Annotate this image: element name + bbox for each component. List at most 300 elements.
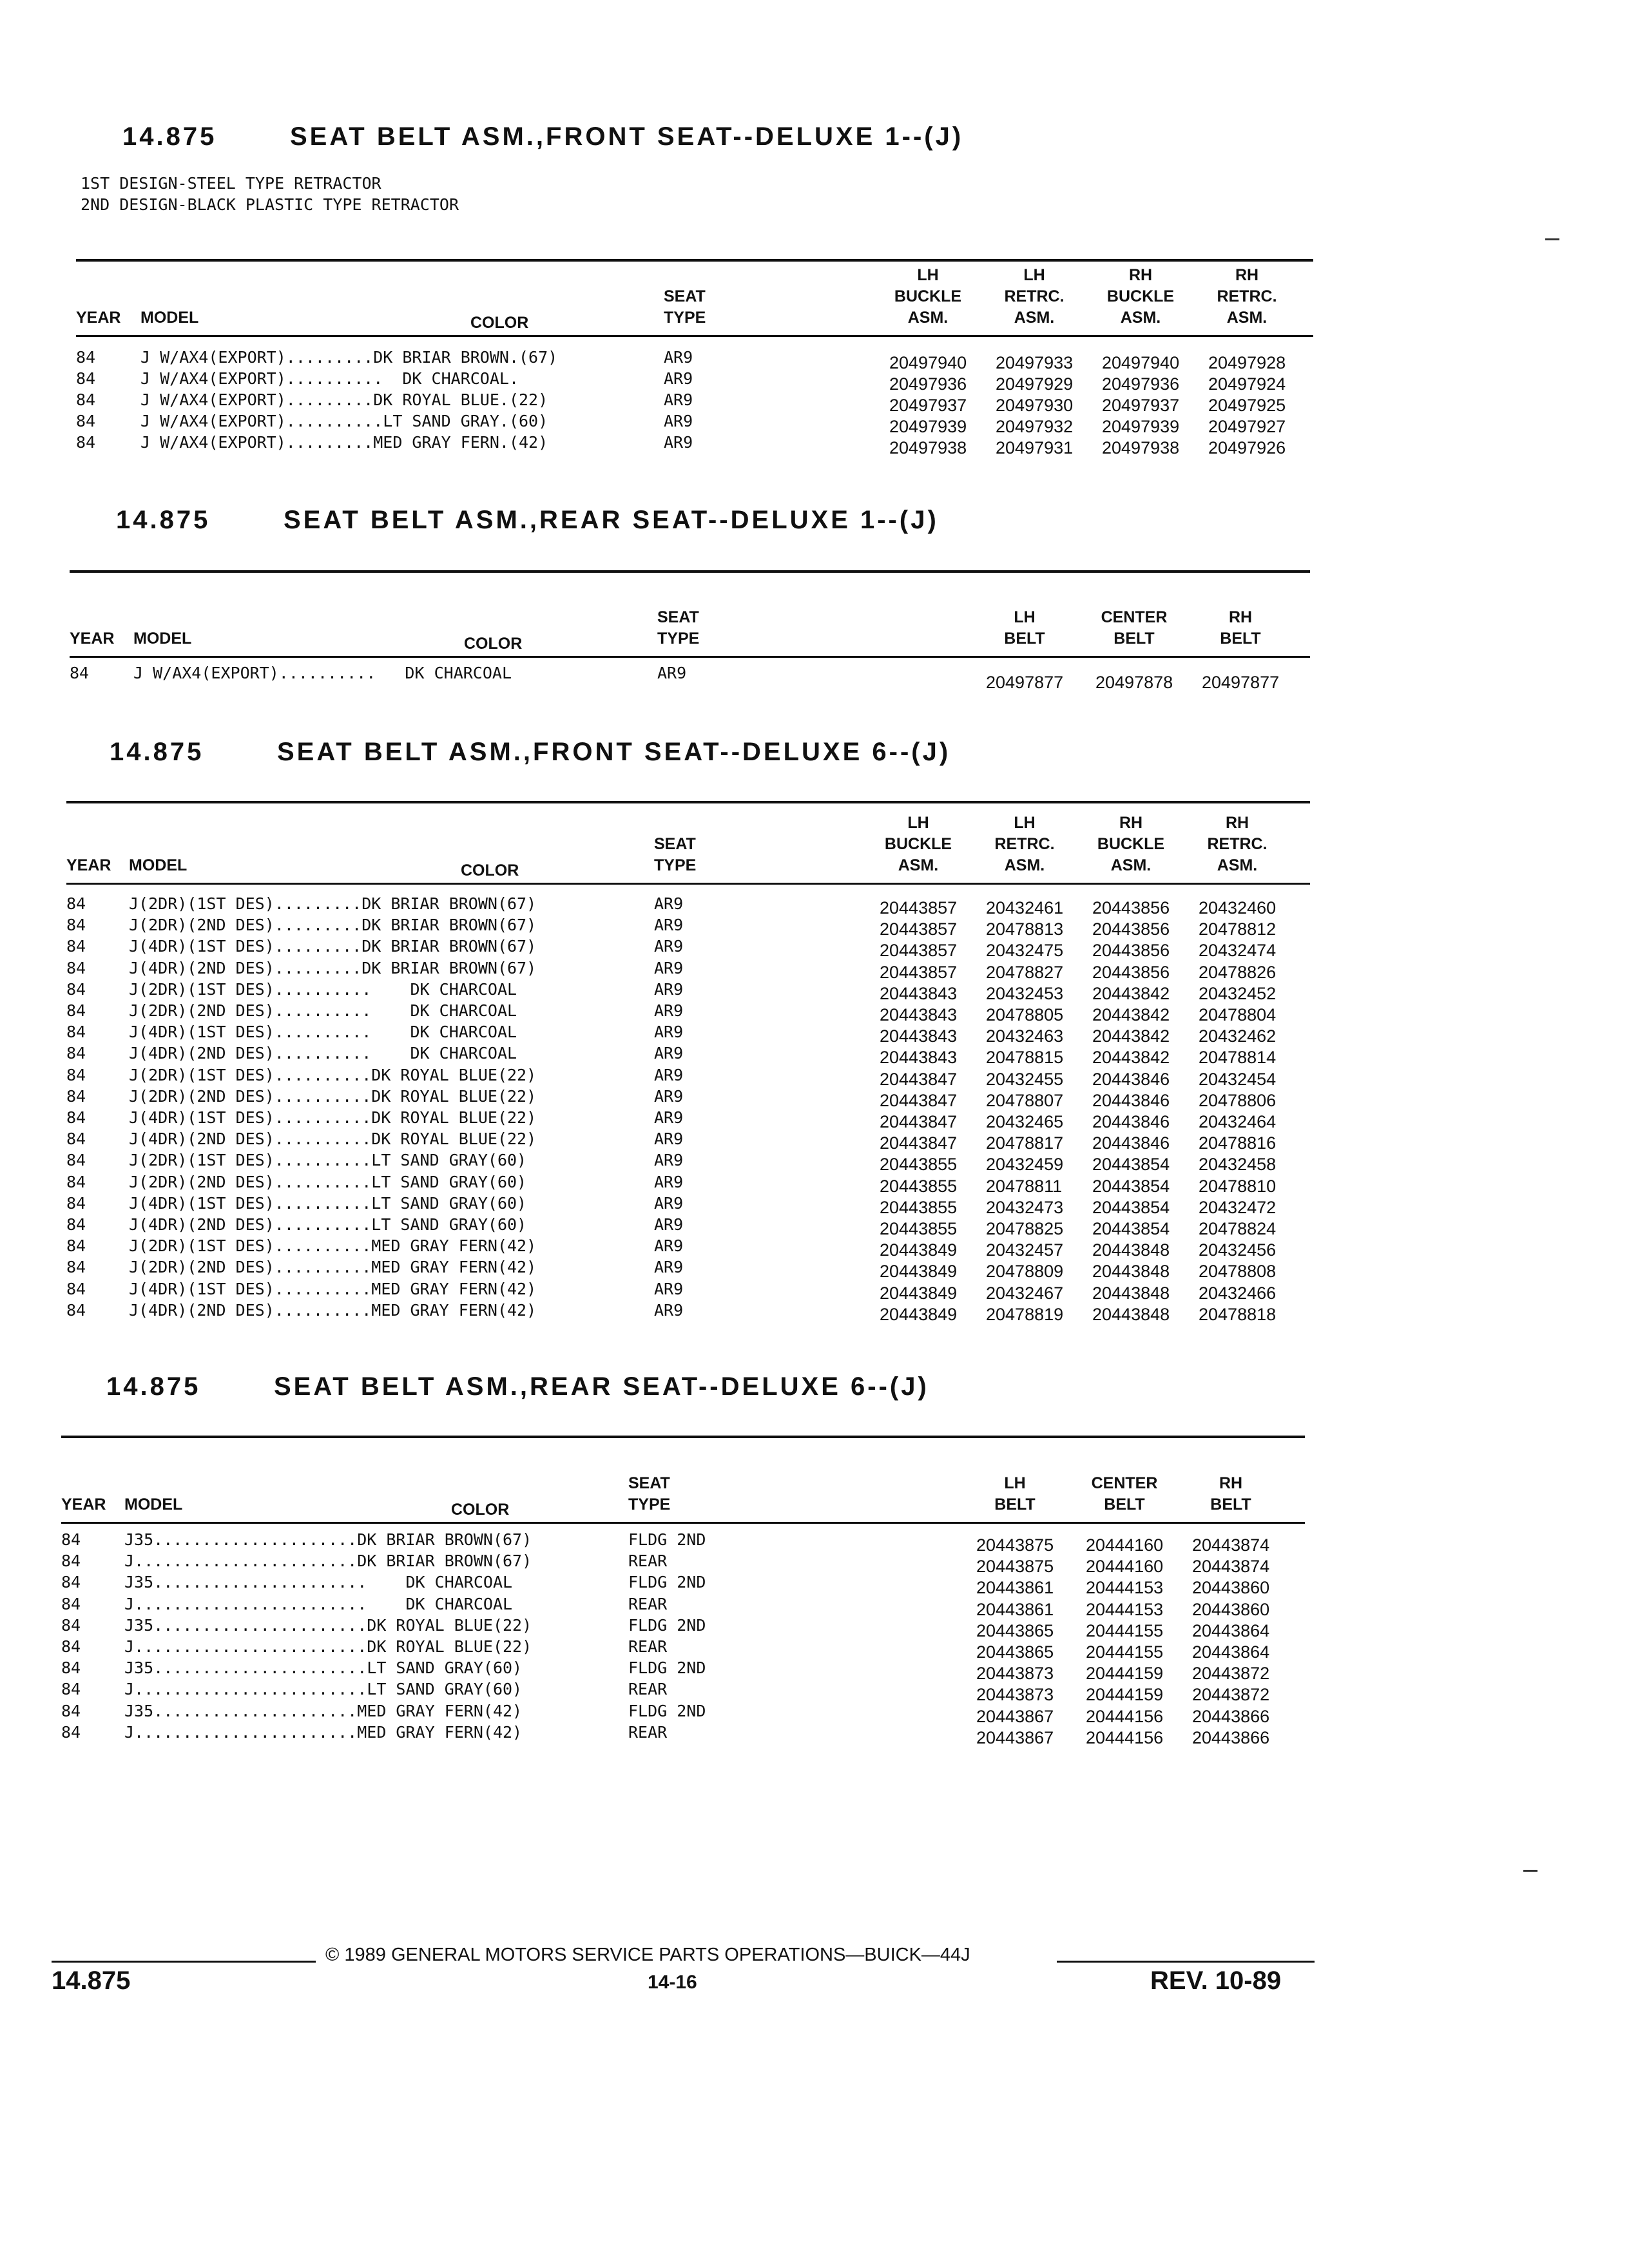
row-model-color: J........................ DK CHARCOAL xyxy=(124,1595,513,1613)
table-row xyxy=(0,348,1629,372)
row-part-number: 20497924 xyxy=(1208,374,1286,394)
header-part-column: LH BUCKLE ASM. xyxy=(884,814,952,874)
row-year: 84 xyxy=(61,1595,81,1613)
row-part-number: 20444155 xyxy=(1086,1642,1164,1662)
row-seat-type: AR9 xyxy=(664,412,693,430)
row-part-number: 20478813 xyxy=(986,919,1064,939)
row-year: 84 xyxy=(66,980,86,999)
row-part-number: 20478812 xyxy=(1199,919,1277,939)
header-color: COLOR xyxy=(464,635,523,653)
section-title-text: SEAT BELT ASM.,FRONT SEAT--DELUXE 1--(J) xyxy=(290,122,964,151)
row-part-number: 20497878 xyxy=(1095,673,1173,692)
table-row xyxy=(0,1573,1629,1597)
row-part-number: 20497938 xyxy=(1102,438,1180,457)
table-row xyxy=(0,1087,1629,1108)
table-top-rule xyxy=(76,259,1313,262)
section-title-text: SEAT BELT ASM.,REAR SEAT--DELUXE 6--(J) xyxy=(274,1372,929,1401)
row-part-number: 20443846 xyxy=(1092,1112,1170,1131)
header-seat-type: SEAT TYPE xyxy=(628,1474,671,1514)
margin-mark xyxy=(1545,238,1559,240)
header-part-column: RH BUCKLE ASM. xyxy=(1106,266,1175,327)
row-part-number: 20443857 xyxy=(880,941,958,960)
row-part-number: 20443855 xyxy=(880,1198,958,1217)
row-seat-type: AR9 xyxy=(664,390,693,409)
table-top-rule xyxy=(61,1436,1305,1438)
row-part-number: 20432475 xyxy=(986,941,1064,960)
row-part-number: 20432462 xyxy=(1199,1026,1277,1046)
row-model-color: J(2DR)(2ND DES)..........MED GRAY FERN(42) xyxy=(129,1258,537,1276)
footer-copyright: © 1989 GENERAL MOTORS SERVICE PARTS OPERATIONS—BUICK—44J xyxy=(325,1945,970,1965)
row-part-number: 20443856 xyxy=(1092,898,1170,918)
row-part-number: 20497926 xyxy=(1208,438,1286,457)
header-part-column: CENTER BELT xyxy=(1101,608,1168,648)
row-part-number: 20478817 xyxy=(986,1133,1064,1153)
row-seat-type: AR9 xyxy=(654,1173,684,1191)
header-color: COLOR xyxy=(470,314,529,332)
row-part-number: 20443865 xyxy=(976,1621,1054,1640)
table-row xyxy=(0,390,1629,415)
row-seat-type: AR9 xyxy=(654,1236,684,1255)
row-model-color: J(4DR)(1ST DES)..........LT SAND GRAY(60) xyxy=(129,1194,527,1213)
row-part-number: 20432461 xyxy=(986,898,1064,918)
row-part-number: 20478810 xyxy=(1199,1177,1277,1196)
table-row xyxy=(0,1215,1629,1236)
row-part-number: 20443864 xyxy=(1192,1621,1270,1640)
row-part-number: 20497940 xyxy=(1102,353,1180,372)
row-part-number: 20443847 xyxy=(880,1091,958,1110)
row-model-color: J(2DR)(1ST DES)..........DK ROYAL BLUE(22) xyxy=(129,1066,537,1084)
row-part-number: 20432459 xyxy=(986,1155,1064,1174)
row-year: 84 xyxy=(61,1637,81,1656)
row-year: 84 xyxy=(66,1151,86,1169)
row-seat-type: AR9 xyxy=(654,1301,684,1320)
row-part-number: 20443843 xyxy=(880,1005,958,1024)
table-row xyxy=(0,1702,1629,1726)
row-seat-type: AR9 xyxy=(664,348,693,367)
row-part-number: 20497937 xyxy=(889,396,967,415)
row-part-number: 20443866 xyxy=(1192,1728,1270,1747)
table-row xyxy=(0,937,1629,958)
footer-revision: REV. 10-89 xyxy=(1150,1966,1282,1995)
row-seat-type: AR9 xyxy=(664,369,693,388)
header-part-column: RH RETRC. ASM. xyxy=(1217,266,1277,327)
row-model-color: J(2DR)(1ST DES).......... DK CHARCOAL xyxy=(129,980,517,999)
header-seat-type: SEAT TYPE xyxy=(664,287,706,327)
section-notes xyxy=(81,173,459,215)
row-year: 84 xyxy=(76,390,96,409)
row-part-number: 20432473 xyxy=(986,1198,1064,1217)
row-year: 84 xyxy=(70,664,90,682)
row-model-color: J35......................LT SAND GRAY(60) xyxy=(124,1658,523,1677)
footer-section-number: 14.875 xyxy=(52,1966,131,1995)
row-year: 84 xyxy=(61,1658,81,1677)
row-part-number: 20478825 xyxy=(986,1219,1064,1238)
section-number: 14.875 xyxy=(122,122,217,151)
table-row xyxy=(0,1258,1629,1279)
row-part-number: 20432474 xyxy=(1199,941,1277,960)
row-part-number: 20497929 xyxy=(996,374,1074,394)
row-part-number: 20443854 xyxy=(1092,1198,1170,1217)
row-part-number: 20443875 xyxy=(976,1557,1054,1576)
header-model: MODEL xyxy=(129,856,188,874)
row-part-number: 20478826 xyxy=(1199,963,1277,982)
row-model-color: J35.....................MED GRAY FERN(42) xyxy=(124,1702,523,1720)
row-year: 84 xyxy=(66,1215,86,1234)
row-part-number: 20444153 xyxy=(1086,1578,1164,1597)
row-year: 84 xyxy=(66,1258,86,1276)
row-part-number: 20443856 xyxy=(1092,941,1170,960)
table-row xyxy=(0,1301,1629,1322)
row-model-color: J35.....................DK BRIAR BROWN(67) xyxy=(124,1530,532,1549)
table-row xyxy=(0,1044,1629,1065)
header-seat-type: SEAT TYPE xyxy=(654,835,697,874)
row-seat-type: AR9 xyxy=(654,1001,684,1020)
row-seat-type: AR9 xyxy=(657,664,687,682)
row-model-color: J35......................DK ROYAL BLUE(22) xyxy=(124,1616,532,1635)
row-year: 84 xyxy=(66,1044,86,1062)
row-part-number: 20478819 xyxy=(986,1305,1064,1324)
header-color: COLOR xyxy=(461,861,519,879)
row-part-number: 20443848 xyxy=(1092,1283,1170,1303)
row-part-number: 20443846 xyxy=(1092,1133,1170,1153)
row-year: 84 xyxy=(61,1702,81,1720)
row-part-number: 20432452 xyxy=(1199,984,1277,1003)
row-part-number: 20497940 xyxy=(889,353,967,372)
row-part-number: 20443860 xyxy=(1192,1600,1270,1619)
row-part-number: 20443860 xyxy=(1192,1578,1270,1597)
row-part-number: 20478808 xyxy=(1199,1262,1277,1281)
row-part-number: 20478811 xyxy=(986,1177,1063,1196)
row-year: 84 xyxy=(76,433,96,452)
row-part-number: 20497933 xyxy=(996,353,1074,372)
header-part-column: CENTER BELT xyxy=(1091,1474,1158,1514)
row-part-number: 20443855 xyxy=(880,1177,958,1196)
row-part-number: 20444160 xyxy=(1086,1557,1164,1576)
row-year: 84 xyxy=(66,894,86,913)
row-part-number: 20443854 xyxy=(1092,1219,1170,1238)
row-model-color: J(2DR)(2ND DES).......... DK CHARCOAL xyxy=(129,1001,517,1020)
row-part-number: 20443873 xyxy=(976,1664,1054,1683)
row-part-number: 20443874 xyxy=(1192,1557,1270,1576)
row-seat-type: AR9 xyxy=(654,894,684,913)
row-seat-type: AR9 xyxy=(654,916,684,934)
header-model: MODEL xyxy=(140,309,199,327)
row-seat-type: FLDG 2ND xyxy=(628,1616,706,1635)
header-part-column: RH BUCKLE ASM. xyxy=(1097,814,1165,874)
row-model-color: J(2DR)(2ND DES).........DK BRIAR BROWN(67) xyxy=(129,916,537,934)
row-year: 84 xyxy=(61,1680,81,1698)
row-part-number: 20443856 xyxy=(1092,963,1170,982)
header-seat-type: SEAT TYPE xyxy=(657,608,700,648)
row-part-number: 20497877 xyxy=(1202,673,1280,692)
row-seat-type: AR9 xyxy=(654,1044,684,1062)
row-year: 84 xyxy=(66,916,86,934)
row-part-number: 20443873 xyxy=(976,1685,1054,1704)
row-part-number: 20443857 xyxy=(880,898,958,918)
row-year: 84 xyxy=(66,1001,86,1020)
row-part-number: 20443849 xyxy=(880,1240,958,1260)
footer-rule-left xyxy=(52,1961,316,1963)
header-year: YEAR xyxy=(66,856,111,874)
row-year: 84 xyxy=(66,1236,86,1255)
header-part-column: RH BELT xyxy=(1210,1474,1251,1514)
row-seat-type: FLDG 2ND xyxy=(628,1573,706,1591)
row-seat-type: AR9 xyxy=(654,1280,684,1298)
row-seat-type: AR9 xyxy=(654,980,684,999)
table-top-rule xyxy=(66,801,1310,803)
row-seat-type: AR9 xyxy=(654,1194,684,1213)
row-part-number: 20478815 xyxy=(986,1048,1064,1067)
row-model-color: J(2DR)(1ST DES)..........LT SAND GRAY(60) xyxy=(129,1151,527,1169)
table-row xyxy=(0,1616,1629,1640)
row-part-number: 20497930 xyxy=(996,396,1074,415)
row-part-number: 20443867 xyxy=(976,1728,1054,1747)
row-model-color: J(4DR)(2ND DES).......... DK CHARCOAL xyxy=(129,1044,517,1062)
table-row xyxy=(0,1680,1629,1704)
header-year: YEAR xyxy=(70,629,115,648)
row-part-number: 20443872 xyxy=(1192,1685,1270,1704)
table-row xyxy=(0,1023,1629,1044)
row-model-color: J........................LT SAND GRAY(60) xyxy=(124,1680,523,1698)
table-top-rule xyxy=(70,570,1310,573)
row-year: 84 xyxy=(66,1129,86,1148)
row-model-color: J(4DR)(1ST DES).........DK BRIAR BROWN(67) xyxy=(129,937,537,956)
row-seat-type: AR9 xyxy=(654,1151,684,1169)
row-part-number: 20443874 xyxy=(1192,1535,1270,1555)
row-part-number: 20444160 xyxy=(1086,1535,1164,1555)
row-part-number: 20443847 xyxy=(880,1112,958,1131)
row-year: 84 xyxy=(66,1194,86,1213)
row-part-number: 20444156 xyxy=(1086,1707,1164,1726)
row-part-number: 20444156 xyxy=(1086,1728,1164,1747)
row-model-color: J W/AX4(EXPORT).......... DK CHARCOAL. xyxy=(140,369,519,388)
footer-page-number: 14-16 xyxy=(648,1972,697,1993)
section-title-text: SEAT BELT ASM.,FRONT SEAT--DELUXE 6--(J) xyxy=(277,738,951,766)
row-part-number: 20443842 xyxy=(1092,1048,1170,1067)
row-year: 84 xyxy=(66,937,86,956)
table-header-rule xyxy=(66,883,1310,885)
row-part-number: 20478804 xyxy=(1199,1005,1277,1024)
row-part-number: 20478816 xyxy=(1199,1133,1277,1153)
row-seat-type: REAR xyxy=(628,1552,668,1570)
row-part-number: 20432460 xyxy=(1199,898,1277,918)
row-part-number: 20432463 xyxy=(986,1026,1064,1046)
header-part-column: LH RETRC. ASM. xyxy=(994,814,1055,874)
row-part-number: 20443857 xyxy=(880,919,958,939)
row-part-number: 20443843 xyxy=(880,1048,958,1067)
row-part-number: 20444155 xyxy=(1086,1621,1164,1640)
row-model-color: J W/AX4(EXPORT).........DK ROYAL BLUE.(22) xyxy=(140,390,548,409)
row-part-number: 20497939 xyxy=(1102,417,1180,436)
footer-rule-right xyxy=(1057,1961,1315,1963)
row-part-number: 20443865 xyxy=(976,1642,1054,1662)
row-part-number: 20497936 xyxy=(1102,374,1180,394)
table-row xyxy=(0,959,1629,980)
row-part-number: 20478818 xyxy=(1199,1305,1277,1324)
row-part-number: 20443866 xyxy=(1192,1707,1270,1726)
row-seat-type: REAR xyxy=(628,1637,668,1656)
row-part-number: 20432466 xyxy=(1199,1283,1277,1303)
section-title xyxy=(116,506,939,535)
row-part-number: 20497939 xyxy=(889,417,967,436)
row-part-number: 20443861 xyxy=(976,1578,1054,1597)
table-header-rule xyxy=(76,335,1313,337)
row-part-number: 20444159 xyxy=(1086,1685,1164,1704)
row-model-color: J(4DR)(1ST DES).......... DK CHARCOAL xyxy=(129,1023,517,1041)
row-part-number: 20497938 xyxy=(889,438,967,457)
row-model-color: J(2DR)(2ND DES)..........LT SAND GRAY(60) xyxy=(129,1173,527,1191)
row-part-number: 20443849 xyxy=(880,1283,958,1303)
header-part-column: LH BELT xyxy=(1004,608,1045,648)
table-row xyxy=(0,916,1629,937)
row-part-number: 20478806 xyxy=(1199,1091,1277,1110)
table-row xyxy=(0,1151,1629,1172)
section-number: 14.875 xyxy=(110,738,204,766)
row-model-color: J........................DK ROYAL BLUE(22) xyxy=(124,1637,532,1656)
row-part-number: 20432467 xyxy=(986,1283,1064,1303)
row-part-number: 20497931 xyxy=(996,438,1074,457)
table-row xyxy=(0,1530,1629,1555)
row-part-number: 20443843 xyxy=(880,984,958,1003)
table-row xyxy=(0,1595,1629,1619)
note-line: 1ST DESIGN-STEEL TYPE RETRACTOR xyxy=(81,174,381,193)
row-seat-type: AR9 xyxy=(654,937,684,956)
row-model-color: J W/AX4(EXPORT)..........LT SAND GRAY.(60) xyxy=(140,412,548,430)
row-year: 84 xyxy=(66,1301,86,1320)
row-year: 84 xyxy=(76,412,96,430)
row-part-number: 20443848 xyxy=(1092,1240,1170,1260)
row-part-number: 20443842 xyxy=(1092,1026,1170,1046)
table-row xyxy=(0,1129,1629,1151)
table-row xyxy=(0,433,1629,457)
row-seat-type: REAR xyxy=(628,1680,668,1698)
table-row xyxy=(0,664,1629,692)
row-part-number: 20478814 xyxy=(1199,1048,1277,1067)
note-line: 2ND DESIGN-BLACK PLASTIC TYPE RETRACTOR xyxy=(81,195,459,214)
row-model-color: J W/AX4(EXPORT).......... DK CHARCOAL xyxy=(133,664,512,682)
row-part-number: 20432472 xyxy=(1199,1198,1277,1217)
header-model: MODEL xyxy=(124,1495,183,1514)
table-row xyxy=(0,1552,1629,1576)
row-seat-type: REAR xyxy=(628,1723,668,1742)
row-part-number: 20443843 xyxy=(880,1026,958,1046)
row-part-number: 20444153 xyxy=(1086,1600,1164,1619)
section-title xyxy=(110,738,950,767)
section-title xyxy=(106,1372,929,1401)
table-row xyxy=(0,1637,1629,1662)
row-model-color: J.......................DK BRIAR BROWN(67) xyxy=(124,1552,532,1570)
table-row xyxy=(0,1066,1629,1087)
row-part-number: 20497932 xyxy=(996,417,1074,436)
row-year: 84 xyxy=(61,1573,81,1591)
table-header-rule xyxy=(61,1522,1305,1524)
row-part-number: 20443864 xyxy=(1192,1642,1270,1662)
row-year: 84 xyxy=(61,1552,81,1570)
header-year: YEAR xyxy=(61,1495,106,1514)
row-part-number: 20443847 xyxy=(880,1070,958,1089)
row-year: 84 xyxy=(66,1280,86,1298)
row-part-number: 20443848 xyxy=(1092,1305,1170,1324)
header-model: MODEL xyxy=(133,629,192,648)
table-row xyxy=(0,1280,1629,1301)
header-part-column: LH BELT xyxy=(994,1474,1036,1514)
row-model-color: J(2DR)(1ST DES)..........MED GRAY FERN(42) xyxy=(129,1236,537,1255)
row-part-number: 20443875 xyxy=(976,1535,1054,1555)
header-part-column: LH BUCKLE ASM. xyxy=(894,266,962,327)
table-row xyxy=(0,412,1629,436)
row-model-color: J(4DR)(2ND DES)..........DK ROYAL BLUE(22) xyxy=(129,1129,537,1148)
table-row xyxy=(0,980,1629,1001)
row-seat-type: AR9 xyxy=(664,433,693,452)
row-part-number: 20444159 xyxy=(1086,1664,1164,1683)
row-part-number: 20443854 xyxy=(1092,1177,1170,1196)
row-model-color: J35...................... DK CHARCOAL xyxy=(124,1573,513,1591)
row-seat-type: AR9 xyxy=(654,1023,684,1041)
row-model-color: J(2DR)(2ND DES)..........DK ROYAL BLUE(22) xyxy=(129,1087,537,1106)
row-seat-type: AR9 xyxy=(654,1066,684,1084)
table-row xyxy=(0,1173,1629,1194)
row-part-number: 20443846 xyxy=(1092,1070,1170,1089)
row-seat-type: FLDG 2ND xyxy=(628,1530,706,1549)
row-year: 84 xyxy=(66,1066,86,1084)
row-part-number: 20443867 xyxy=(976,1707,1054,1726)
row-seat-type: AR9 xyxy=(654,959,684,977)
row-part-number: 20432458 xyxy=(1199,1155,1277,1174)
section-number: 14.875 xyxy=(116,506,211,534)
section-title-text: SEAT BELT ASM.,REAR SEAT--DELUXE 1--(J) xyxy=(284,506,939,534)
table-row xyxy=(0,894,1629,916)
row-model-color: J W/AX4(EXPORT).........DK BRIAR BROWN.(67) xyxy=(140,348,558,367)
row-model-color: J(4DR)(2ND DES).........DK BRIAR BROWN(67) xyxy=(129,959,537,977)
row-part-number: 20497928 xyxy=(1208,353,1286,372)
row-seat-type: AR9 xyxy=(654,1108,684,1127)
row-year: 84 xyxy=(61,1723,81,1742)
row-part-number: 20478809 xyxy=(986,1262,1064,1281)
row-part-number: 20497937 xyxy=(1102,396,1180,415)
row-year: 84 xyxy=(61,1530,81,1549)
row-year: 84 xyxy=(66,1087,86,1106)
row-part-number: 20443856 xyxy=(1092,919,1170,939)
row-seat-type: AR9 xyxy=(654,1258,684,1276)
row-year: 84 xyxy=(76,369,96,388)
header-year: YEAR xyxy=(76,309,121,327)
row-part-number: 20443847 xyxy=(880,1133,958,1153)
header-part-column: LH RETRC. ASM. xyxy=(1004,266,1065,327)
row-model-color: J(4DR)(2ND DES)..........LT SAND GRAY(60) xyxy=(129,1215,527,1234)
row-model-color: J W/AX4(EXPORT).........MED GRAY FERN.(42) xyxy=(140,433,548,452)
margin-mark xyxy=(1523,1870,1537,1872)
row-year: 84 xyxy=(66,1108,86,1127)
row-part-number: 20432453 xyxy=(986,984,1064,1003)
row-part-number: 20443854 xyxy=(1092,1155,1170,1174)
row-part-number: 20443849 xyxy=(880,1262,958,1281)
row-part-number: 20443849 xyxy=(880,1305,958,1324)
row-year: 84 xyxy=(66,959,86,977)
table-row xyxy=(0,369,1629,394)
row-part-number: 20497877 xyxy=(986,673,1064,692)
row-seat-type: AR9 xyxy=(654,1087,684,1106)
row-part-number: 20432465 xyxy=(986,1112,1064,1131)
row-year: 84 xyxy=(66,1023,86,1041)
section-title xyxy=(122,122,963,151)
row-part-number: 20432454 xyxy=(1199,1070,1277,1089)
row-part-number: 20443861 xyxy=(976,1600,1054,1619)
row-part-number: 20432455 xyxy=(986,1070,1064,1089)
row-part-number: 20497925 xyxy=(1208,396,1286,415)
row-seat-type: FLDG 2ND xyxy=(628,1702,706,1720)
table-row xyxy=(0,1001,1629,1023)
row-part-number: 20478824 xyxy=(1199,1219,1277,1238)
